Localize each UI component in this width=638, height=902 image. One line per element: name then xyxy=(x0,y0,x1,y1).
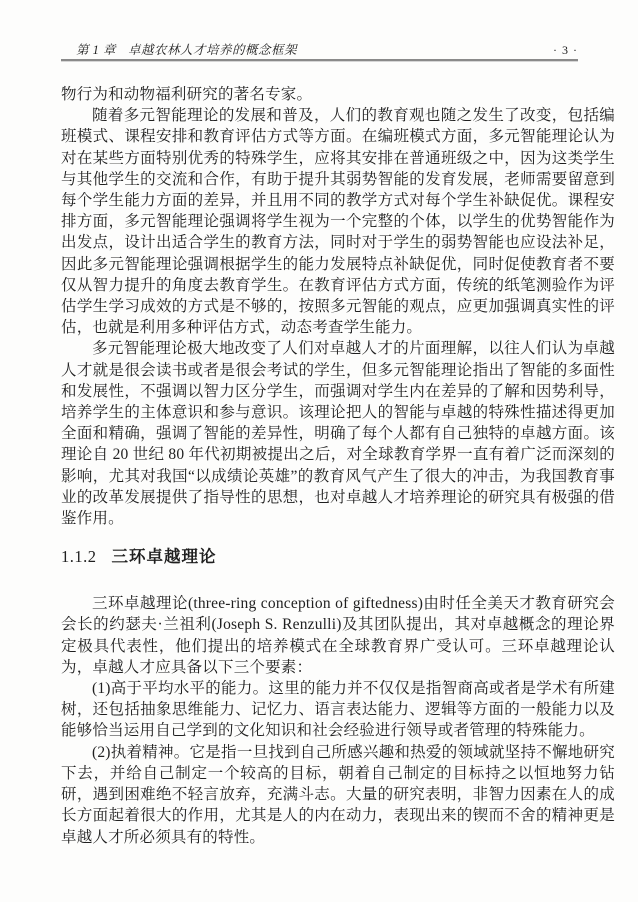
chapter-header xyxy=(61,42,297,58)
section-heading xyxy=(61,547,615,567)
paragraph: 三环卓越理论(three-ring conception of giftedness)由时任全美天才教育研究会会长的约瑟夫·兰祖利(Joseph S. Renzulli)及其团队提出，其对卓越概念的理论界定极具代表性，他们提出的培养模式在全球教育界广受认可。三环卓越理论认为，卓越人才应具备以下三个要素： xyxy=(61,595,615,676)
paragraph: 多元智能理论极大地改变了人们对卓越人才的片面理解，以往人们认为卓越人才就是很会读书或者是很会考试的学生，但多元智能理论指出了智能的多面性和发展性，不强调以智力区分学生，而强调对学生内在差异的了解和因势利导，培养学生的主体意识和参与意识。该理论把人的智能与卓越的特殊性描述得更加全面和精确，强调了智能的差异性，明确了每个人都有自己独特的卓越方面。该理论自 20 世纪 80 年代初期被提出之后，对全球教育学界一直有着广泛而深刻的影响，尤其对我国“以成绩论英雄”的教育风气产生了很大的冲击，为我国教育事业的改革发展提供了指导性的思想，也对卓越人才培养理论的研究具有极强的借鉴作用。 xyxy=(61,340,615,528)
page-number: · 3 · xyxy=(553,43,578,57)
running-header xyxy=(61,42,578,58)
section-title: 三环卓越理论 xyxy=(111,548,217,567)
chapter-title: 卓越农林人才培养的概念框架 xyxy=(128,43,298,57)
paragraph: (2)执着精神。它是指一旦找到自己所感兴趣和热爱的领域就坚持不懈地研究下去，并给自己制定一个较高的目标，朝着自己制定的目标持之以恒地努力钻研，遇到困难绝不轻言放弃，充满斗志。大量的研究表明，非智力因素在人的成长方面起着很大的作用，尤其是人的内在动力，表现出来的锲而不舍的精神更是卓越人才所必须具有的特性。 xyxy=(61,743,615,846)
paragraph: 随着多元智能理论的发展和普及，人们的教育观也随之发生了改变，包括编班模式、课程安排和教育评估方式等方面。在编班模式方面，多元智能理论认为对在某些方面特别优秀的特殊学生，应将其安排在普通班级之中，因为这类学生与其他学生的交流和合作，有助于提升其弱势智能的发育发展，老师需要留意到每个学生能力方面的差异，并且用不同的教学方式对每个学生补缺促优。课程安排方面，多元智能理论强调将学生视为一个完整的个体，以学生的优势智能作为出发点，设计出适合学生的教育方法，同时对于学生的弱势智能也应设法补足，因此多元智能理论强调根据学生的能力发展特点补缺促优，同时促使教育者不要仅从智力提升的角度去教育学生。在教育评估方式方面，传统的纸笔测验作为评估学生学习成效的方式是不够的，按照多元智能的观点，应更加强调真实性的评估，也就是利用多种评估方式，动态考查学生能力。 xyxy=(61,107,615,337)
paragraph: (1)高于平均水平的能力。这里的能力并不仅仅是指智商高或者是学术有所建树，还包括抽象思维能力、记忆力、语言表达能力、逻辑等方面的一般能力以及能够恰当运用自己学到的文化知识和社会经验进行领导或者管理的特殊能力。 xyxy=(61,680,615,740)
header-rule xyxy=(61,59,578,62)
paragraph-continuation: 物行为和动物福利研究的著名专家。 xyxy=(61,86,313,103)
body-text xyxy=(61,84,615,848)
chapter-label: 第 1 章 xyxy=(76,43,117,57)
section-number: 1.1.2 xyxy=(61,547,97,567)
